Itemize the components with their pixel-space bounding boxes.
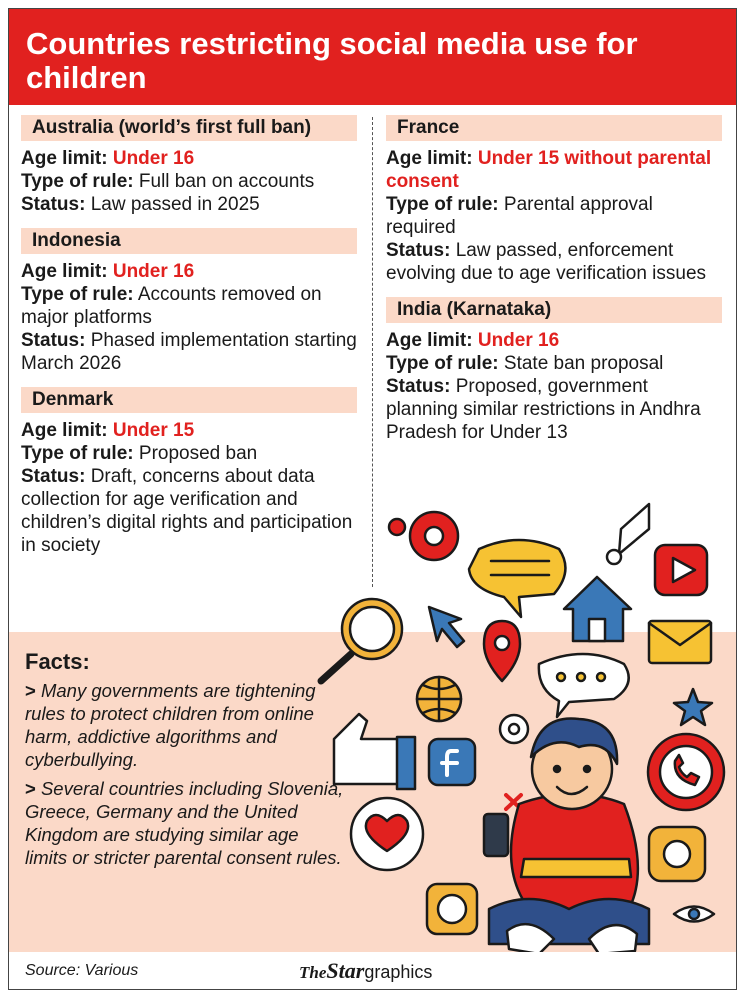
status-value: Phased implementation starting March 2026 [21, 330, 357, 374]
country-name: Denmark [21, 387, 357, 413]
music-note-head [607, 550, 621, 564]
fact-item [25, 679, 345, 771]
envelope-icon [649, 621, 711, 663]
rule-value: Proposed ban [138, 443, 258, 464]
brand-star: Star [326, 958, 365, 983]
status-value: Proposed, government planning similar restrictions in Andhra Pradesh for Under 13 [386, 376, 701, 443]
country-name: Australia (world’s first full ban) [21, 115, 357, 141]
status-label: Status: [21, 466, 86, 487]
age-limit-value: Under 15 [112, 420, 195, 441]
age-limit-value: Under 16 [112, 148, 195, 169]
age-limit-value: Under 15 without parental consent [386, 148, 712, 192]
rule-value: Parental approval required [386, 194, 653, 238]
status-value: Draft, concerns about data collection for age verification and children’s digital rights and participation in society [21, 466, 353, 556]
rule-label: Type of rule: [21, 284, 134, 305]
star-icon [674, 689, 712, 725]
at-sign-icon [500, 715, 528, 743]
age-limit-label: Age limit: [386, 148, 473, 169]
rule-value: Full ban on accounts [138, 171, 315, 192]
status-label: Status: [386, 376, 451, 397]
child-figure [484, 718, 649, 954]
home-door [589, 619, 605, 641]
small-gear-icon [389, 519, 405, 535]
brand-graphics: graphics [364, 962, 433, 982]
music-note-icon [619, 504, 649, 554]
rule-value: State ban proposal [503, 353, 664, 374]
status-label: Status: [21, 330, 86, 351]
page-title: Countries restricting social media use for children [26, 26, 638, 95]
footer [9, 952, 736, 990]
smartphone-icon [484, 814, 508, 856]
age-limit-label: Age limit: [21, 261, 108, 282]
fact-text: Several countries including Slovenia, Greece, Germany and the United Kingdom are studying similar age limits or stricter parental consent rules. [25, 778, 344, 868]
country-name: India (Karnataka) [386, 297, 722, 323]
fact-marker: > [25, 778, 36, 799]
rule-value: Accounts removed on major platforms [21, 284, 322, 328]
fact-item [25, 777, 345, 869]
status-value: Law passed in 2025 [90, 194, 260, 215]
age-limit-label: Age limit: [386, 330, 473, 351]
status-value: Law passed, enforcement evolving due to age verification issues [386, 240, 707, 284]
country-name: Indonesia [21, 228, 357, 254]
cursor-arrow-icon [429, 607, 464, 647]
rule-label: Type of rule: [386, 353, 499, 374]
age-limit-label: Age limit: [21, 148, 108, 169]
infographic [8, 8, 737, 990]
gear-icon [410, 512, 458, 560]
status-label: Status: [21, 194, 86, 215]
rule-label: Type of rule: [386, 194, 499, 215]
child-shirt [511, 794, 638, 909]
country-name: France [386, 115, 722, 141]
fact-marker: > [25, 680, 36, 701]
brand-logo [299, 958, 432, 984]
rule-label: Type of rule: [21, 443, 134, 464]
typing-bubble-icon [539, 654, 629, 717]
facts-title: Facts: [25, 649, 90, 674]
chat-bubble-icon [469, 540, 565, 617]
age-limit-label: Age limit: [21, 420, 108, 441]
age-limit-value: Under 16 [477, 330, 560, 351]
age-limit-value: Under 16 [112, 261, 195, 282]
source-note: Source: Various [25, 962, 139, 979]
rule-label: Type of rule: [21, 171, 134, 192]
facts-section [25, 649, 345, 875]
fact-text: Many governments are tightening rules to protect children from online harm, addictive algorithms and cyberbullying. [25, 680, 316, 770]
brand-the: The [299, 963, 327, 982]
status-label: Status: [386, 240, 451, 261]
